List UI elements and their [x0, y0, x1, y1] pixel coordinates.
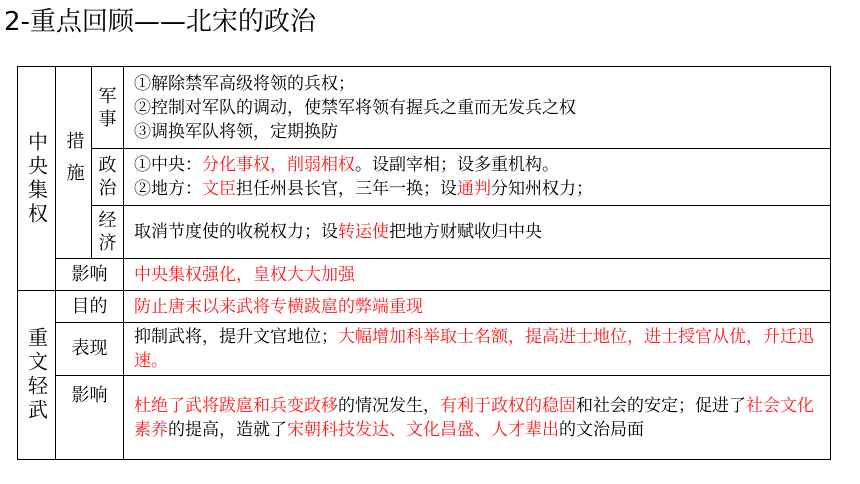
expression-highlight: 大幅增加科举取士名额，提高进士地位，进士授官从优，升迁迅速。 — [134, 327, 814, 371]
politics-central-label: ①中央： — [134, 155, 202, 175]
economy-label-1: 经 — [98, 210, 117, 231]
military-header — [92, 67, 124, 149]
military-label-2: 事 — [98, 108, 117, 130]
politics-label-1: 政 — [98, 155, 117, 176]
economy-text-1: 取消节度使的收税权力；设 — [134, 222, 338, 242]
measures-label: 措施 — [63, 130, 85, 195]
civil-impact-text-4: 的文治局面 — [559, 419, 644, 440]
politics-central-text: 。设副宰相；设多重机构。 — [355, 155, 559, 175]
politics-central-highlight: 分化事权，削弱相权 — [202, 155, 355, 175]
civil-header — [18, 291, 56, 460]
economy-label-2: 济 — [98, 233, 117, 254]
civil-label: 重文轻武 — [24, 327, 49, 423]
civil-impact-highlight-2: 有利于政权的稳固 — [440, 395, 576, 416]
civil-impact-highlight-3: 社会文化素养 — [134, 395, 814, 440]
civil-impact-text — [134, 394, 822, 442]
centralization-impact-content: 中央集权强化，皇权大大加强 — [124, 259, 831, 291]
centralization-header — [18, 67, 56, 291]
expression-label: 表现 — [56, 323, 124, 376]
politics-local-highlight-2: 通判 — [457, 179, 491, 199]
civil-impact-text-3: 的提高，造就了 — [168, 419, 287, 440]
politics-local-highlight-1: 文臣 — [202, 179, 236, 199]
politics-header — [92, 149, 124, 206]
civil-impact-text-2: 和社会的安定；促进了 — [576, 395, 746, 416]
summary-table — [17, 66, 831, 460]
purpose-label: 目的 — [56, 291, 124, 323]
military-line-3: ③调换军队将领，定期换防 — [134, 121, 338, 142]
military-row — [18, 67, 831, 149]
economy-header — [92, 206, 124, 259]
economy-text-2: 把地方财赋收归中央 — [389, 222, 542, 242]
politics-local-label: ②地方： — [134, 179, 202, 199]
economy-highlight: 转运使 — [338, 222, 389, 242]
politics-row — [18, 149, 831, 206]
civil-impact-text-1: 的情况发生， — [338, 395, 440, 416]
politics-line-1 — [134, 153, 822, 177]
economy-content — [124, 206, 831, 259]
expression-content — [124, 323, 831, 376]
civil-impact-content — [124, 376, 831, 460]
expression-row — [18, 323, 831, 376]
expression-text-1: 抑制武将，提升文官地位； — [134, 327, 338, 347]
centralization-label: 中央集权 — [24, 130, 49, 227]
politics-local-text-1: 担任州县长官，三年一换；设 — [236, 179, 457, 199]
purpose-content: 防止唐末以来武将专横跋扈的弊端重现 — [124, 291, 831, 323]
politics-line-2 — [134, 177, 822, 201]
economy-row — [18, 206, 831, 259]
civil-impact-row — [18, 376, 831, 460]
military-label-1: 军 — [98, 85, 117, 107]
civil-impact-label: 影响 — [56, 376, 124, 460]
centralization-impact-row — [18, 259, 831, 291]
expression-text — [134, 325, 822, 373]
politics-label-2: 治 — [98, 178, 117, 199]
politics-content — [124, 149, 831, 206]
measures-header — [56, 67, 92, 259]
military-content — [124, 67, 831, 149]
civil-impact-highlight-4: 宋朝科技发达、文化昌盛、人才辈出 — [287, 419, 559, 440]
military-line-2: ②控制对军队的调动，使禁军将领有握兵之重而无发兵之权 — [134, 97, 576, 118]
military-line-1: ①解除禁军高级将领的兵权； — [134, 73, 355, 94]
page-title: 2-重点回顾——北宋的政治 — [4, 7, 316, 37]
economy-line — [134, 220, 822, 244]
civil-impact-highlight-1: 杜绝了武将跋扈和兵变政移 — [134, 395, 338, 416]
centralization-impact-label: 影响 — [56, 259, 124, 291]
politics-local-text-2: 分知州权力； — [491, 179, 593, 199]
purpose-row — [18, 291, 831, 323]
